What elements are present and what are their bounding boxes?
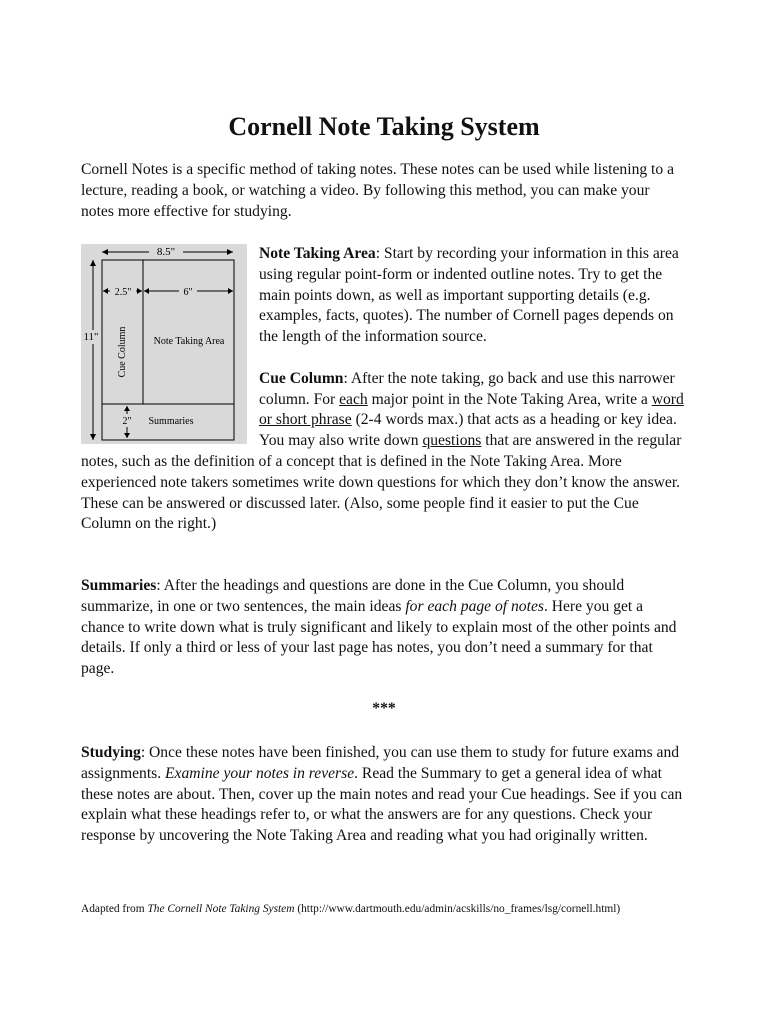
cue-underline-each: each [339, 390, 368, 408]
summaries-section [81, 576, 685, 680]
summaries-text-1: : After the headings and questions are done in the Cue Column, you should summarize, in one or two sentences, the main ideas [81, 577, 625, 615]
diagram-svg [81, 244, 247, 444]
page-title: Cornell Note Taking System [228, 112, 540, 141]
cue-text-1: : After the note taking, go back and use this narrower column. For [259, 369, 675, 408]
summaries-emphasis: for each page of notes [405, 597, 544, 615]
cue-underline-phrase: word or short phrase [259, 390, 684, 429]
page-width-label: 8.5" [156, 246, 176, 258]
studying-text-1: : Once these notes have been finished, you can use them to study for future exams and assignments. [81, 744, 680, 782]
note-width-label: 6" [183, 287, 193, 298]
section-separator: *** [372, 700, 396, 717]
cue-text-3: (2-4 words max.) that acts as a heading or key idea. You may also write down [259, 411, 677, 450]
cue-width-label: 2.5" [114, 287, 132, 298]
note-area-heading: Note Taking Area [259, 245, 376, 262]
cue-column-heading: Cue Column [259, 369, 344, 387]
cornell-layout-diagram [81, 244, 247, 444]
summary-height-label: 2" [122, 416, 132, 427]
cue-text-4: that are answered in the regular notes, such as the definition of a concept that is defined in the Note Taking Area. More experienced note takers sometimes write down questions for which they don’t know the answer. These can be answered or discussed later. (Also, some people find it easier to put the Cue Column on the right.) [81, 432, 682, 533]
intro-paragraph: Cornell Notes is a specific method of taking notes. These notes can be used while listening to a lecture, reading a book, or watching a video. By following this method, you can make your notes more effective for studying. [81, 161, 675, 220]
cue-text-2: major point in the Note Taking Area, write a [367, 390, 652, 408]
citation-url: (http://www.dartmouth.edu/admin/acskills/no_frames/lsg/cornell.html) [294, 903, 621, 915]
note-area-label: Note Taking Area [153, 336, 225, 347]
citation-title: The Cornell Note Taking System [147, 903, 295, 915]
citation-prefix: Adapted from [81, 903, 148, 915]
sections-flow [81, 244, 685, 535]
note-area-text: : Start by recording your information in this area using regular point-form or indented outline notes. Try to get the main points down, as well as important supporting details (e.g. examples, facts, quotes). The number of Cornell pages depends on the length of the information source. [259, 245, 679, 346]
cue-column-label: Cue Column [117, 326, 128, 378]
studying-text-2: . Read the Summary to get a general idea of what these notes are about. Then, cover up the main notes and read your Cue headings. See if you can explain what these headings refer to, or what the answers are for any questions. Check your response by uncovering the Note Taking Area and reading what you had originally written. [81, 764, 683, 845]
cue-underline-questions: questions [422, 432, 482, 450]
note-area-section [259, 245, 679, 345]
source-citation [81, 902, 701, 917]
studying-emphasis: Examine your notes in reverse [165, 764, 355, 782]
page-height-label: 11" [83, 331, 99, 343]
summaries-text-2: . Here you get a chance to write down what is truly significant and likely to explain most of the other points and details. If only a third or less of your last page has notes, you don’t need a summary for that page. [81, 597, 677, 678]
studying-heading: Studying [81, 744, 141, 761]
summaries-label: Summaries [148, 416, 194, 427]
summaries-heading: Summaries [81, 577, 157, 594]
studying-section [81, 743, 685, 847]
